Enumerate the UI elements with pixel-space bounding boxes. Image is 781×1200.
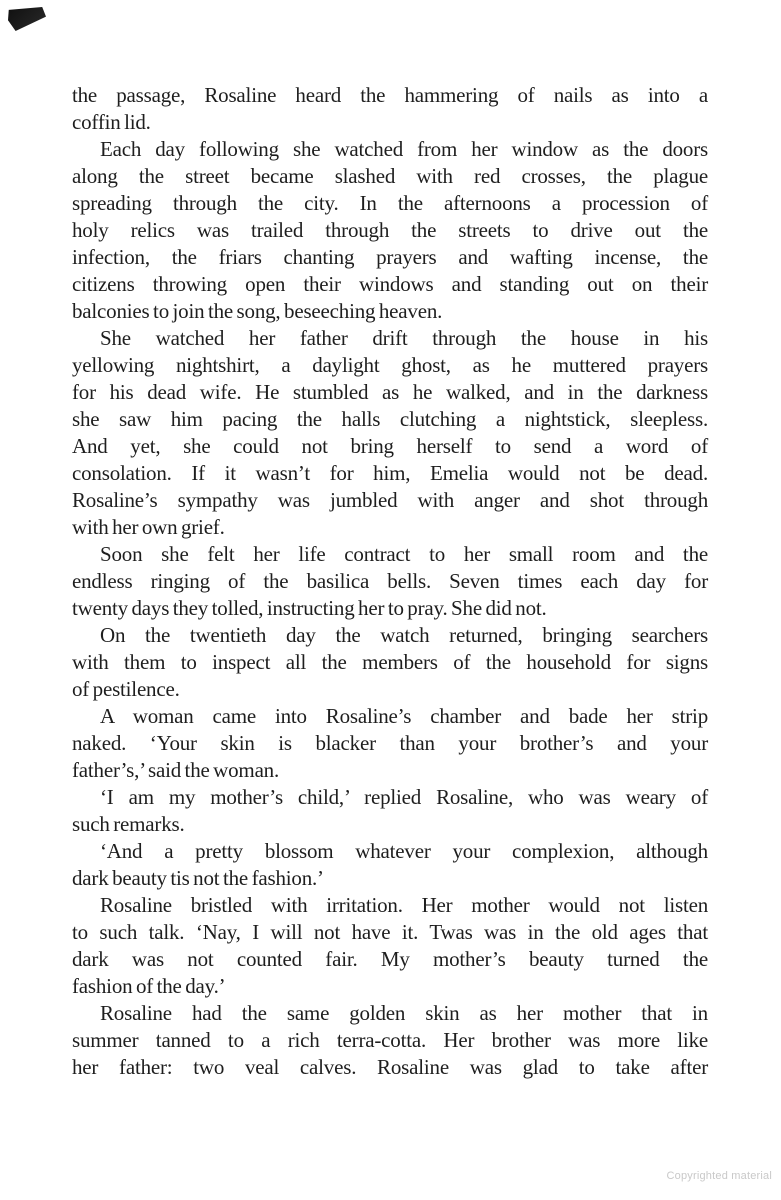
text-line: infection, the friars chanting prayers and wafting incense, the (72, 245, 708, 269)
text-line: balconies to join the song, beseeching heaven. (72, 299, 443, 323)
text-line: to such talk. ‘Nay, I will not have it. Twas was in the old ages that (72, 920, 708, 944)
copyright-notice: Copyrighted material (666, 1170, 772, 1182)
text-line: And yet, she could not bring herself to send a word of (72, 434, 708, 458)
scan-corner-artifact (8, 7, 46, 31)
text-line: the passage, Rosaline heard the hammering of nails as into a (72, 83, 708, 107)
text-line: for his dead wife. He stumbled as he walked, and in the darkness (72, 380, 708, 404)
text-line: twenty days they tolled, instructing her to pray. She did not. (72, 596, 547, 620)
text-line: citizens throwing open their windows and standing out on their (72, 272, 708, 296)
text-line: Rosaline’s sympathy was jumbled with anger and shot through (72, 488, 708, 512)
page-text (72, 82, 708, 1081)
text-line: ‘And a pretty blossom whatever your complexion, although (100, 839, 708, 863)
text-line: ‘I am my mother’s child,’ replied Rosaline, who was weary of (100, 785, 708, 809)
text-line: such remarks. (72, 812, 185, 836)
text-line: fashion of the day.’ (72, 974, 226, 998)
text-line: her father: two veal calves. Rosaline was glad to take after (72, 1055, 708, 1079)
text-line: summer tanned to a rich terra-cotta. Her brother was more like (72, 1028, 708, 1052)
text-line: holy relics was trailed through the streets to drive out the (72, 218, 708, 242)
text-line: along the street became slashed with red crosses, the plague (72, 164, 708, 188)
text-line: of pestilence. (72, 677, 180, 701)
text-line: father’s,’ said the woman. (72, 758, 280, 782)
text-line: A woman came into Rosaline’s chamber and bade her strip (100, 704, 708, 728)
text-line: with them to inspect all the members of the household for signs (72, 650, 708, 674)
text-line: she saw him pacing the halls clutching a nightstick, sleepless. (72, 407, 708, 431)
text-line: She watched her father drift through the house in his (100, 326, 708, 350)
text-line: Each day following she watched from her window as the doors (100, 137, 708, 161)
text-line: yellowing nightshirt, a daylight ghost, as he muttered prayers (72, 353, 708, 377)
text-line: consolation. If it wasn’t for him, Emelia would not be dead. (72, 461, 708, 485)
text-line: naked. ‘Your skin is blacker than your brother’s and your (72, 731, 708, 755)
text-line: coffin lid. (72, 110, 151, 134)
text-line: On the twentieth day the watch returned, bringing searchers (100, 623, 708, 647)
text-line: dark beauty tis not the fashion.’ (72, 866, 324, 890)
text-line: with her own grief. (72, 515, 225, 539)
text-line: spreading through the city. In the afternoons a procession of (72, 191, 708, 215)
text-line: Soon she felt her life contract to her small room and the (100, 542, 708, 566)
text-line: Rosaline bristled with irritation. Her mother would not listen (100, 893, 708, 917)
text-line: dark was not counted fair. My mother’s beauty turned the (72, 947, 708, 971)
text-line: endless ringing of the basilica bells. Seven times each day for (72, 569, 708, 593)
text-line: Rosaline had the same golden skin as her mother that in (100, 1001, 708, 1025)
